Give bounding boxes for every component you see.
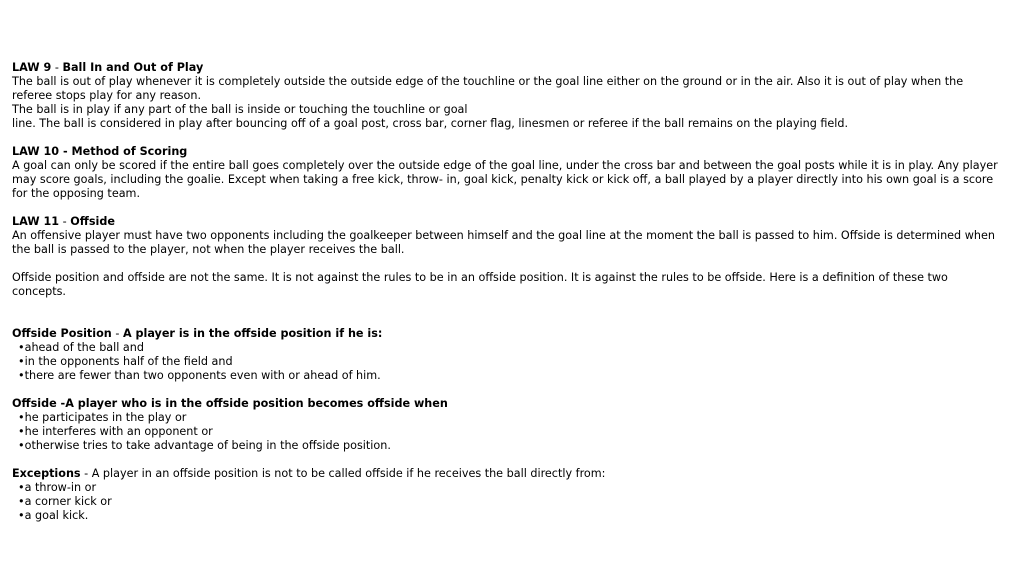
- law11-subtitle: Offside: [70, 215, 115, 228]
- law9-separator: -: [51, 61, 63, 74]
- exceptions-title: [12, 467, 1002, 481]
- law9-section: [12, 61, 1002, 131]
- offside-section: [12, 397, 1002, 453]
- list-item: •in the opponents half of the field and: [18, 355, 233, 368]
- offside-position-title: [12, 327, 1002, 341]
- list-item: •a corner kick or: [18, 495, 112, 508]
- exceptions-text: - A player in an offside position is not to be called offside if he receives the ball directly from:: [80, 467, 606, 480]
- list-item: •he interferes with an opponent or: [18, 425, 213, 438]
- offside-list: [12, 411, 1002, 453]
- offside-position-section: [12, 327, 1002, 383]
- law9-title: [12, 61, 1002, 75]
- law10-section: [12, 145, 1002, 201]
- law11-separator: -: [59, 215, 71, 228]
- law9-heading: LAW 9: [12, 61, 52, 74]
- list-item: •a throw-in or: [18, 481, 97, 494]
- offside-position-list: [12, 341, 1002, 383]
- law11-paragraph-1: An offensive player must have two opponents including the goalkeeper between himself and the goal line at the moment the ball is passed to him. Offside is determined when the ball is passed to the player, not when the player receives the ball.: [12, 229, 995, 256]
- offside-position-separator: -: [111, 327, 123, 340]
- law11-title: [12, 215, 1002, 229]
- law10-paragraph: A goal can only be scored if the entire ball goes completely over the outside edge of the goal line, under the cross bar and between the goal posts while it is in play. Any player may score goals, including the goalie. Except when taking a free kick, throw- in, goal kick, penalty kick or kick off, a ball played by a player directly into his own goal is a score for the opposing team.: [12, 159, 998, 200]
- offside-title: Offside -A player who is in the offside position becomes offside when: [12, 397, 448, 410]
- law9-paragraph-2b: line. The ball is considered in play after bouncing off of a goal post, cross bar, corner flag, linesmen or referee if the ball remains on the playing field.: [12, 117, 849, 130]
- exceptions-section: [12, 467, 1002, 523]
- law10-title: LAW 10 - Method of Scoring: [12, 145, 188, 158]
- list-item: •a goal kick.: [18, 509, 89, 522]
- document-page: [12, 61, 1002, 523]
- law11-section: [12, 215, 1002, 299]
- list-item: •ahead of the ball and: [18, 341, 144, 354]
- list-item: •there are fewer than two opponents even with or ahead of him.: [18, 369, 381, 382]
- law11-paragraph-2: Offside position and offside are not the same. It is not against the rules to be in an offside position. It is against the rules to be offside. Here is a definition of these two concepts.: [12, 271, 948, 298]
- offside-position-heading: Offside Position: [12, 327, 112, 340]
- law11-heading: LAW 11: [12, 215, 60, 228]
- list-item: •otherwise tries to take advantage of being in the offside position.: [18, 439, 391, 452]
- offside-position-lead: A player is in the offside position if he is:: [122, 327, 383, 340]
- exceptions-list: [12, 481, 1002, 523]
- list-item: •he participates in the play or: [18, 411, 187, 424]
- law9-paragraph-1: The ball is out of play whenever it is completely outside the outside edge of the touchline or the goal line either on the ground or in the air. Also it is out of play when the referee stops play for any reason.: [12, 75, 964, 102]
- exceptions-heading: Exceptions: [12, 467, 81, 480]
- law9-subtitle: Ball In and Out of Play: [62, 61, 204, 74]
- law9-paragraph-2a: The ball is in play if any part of the ball is inside or touching the touchline or goal: [12, 103, 468, 116]
